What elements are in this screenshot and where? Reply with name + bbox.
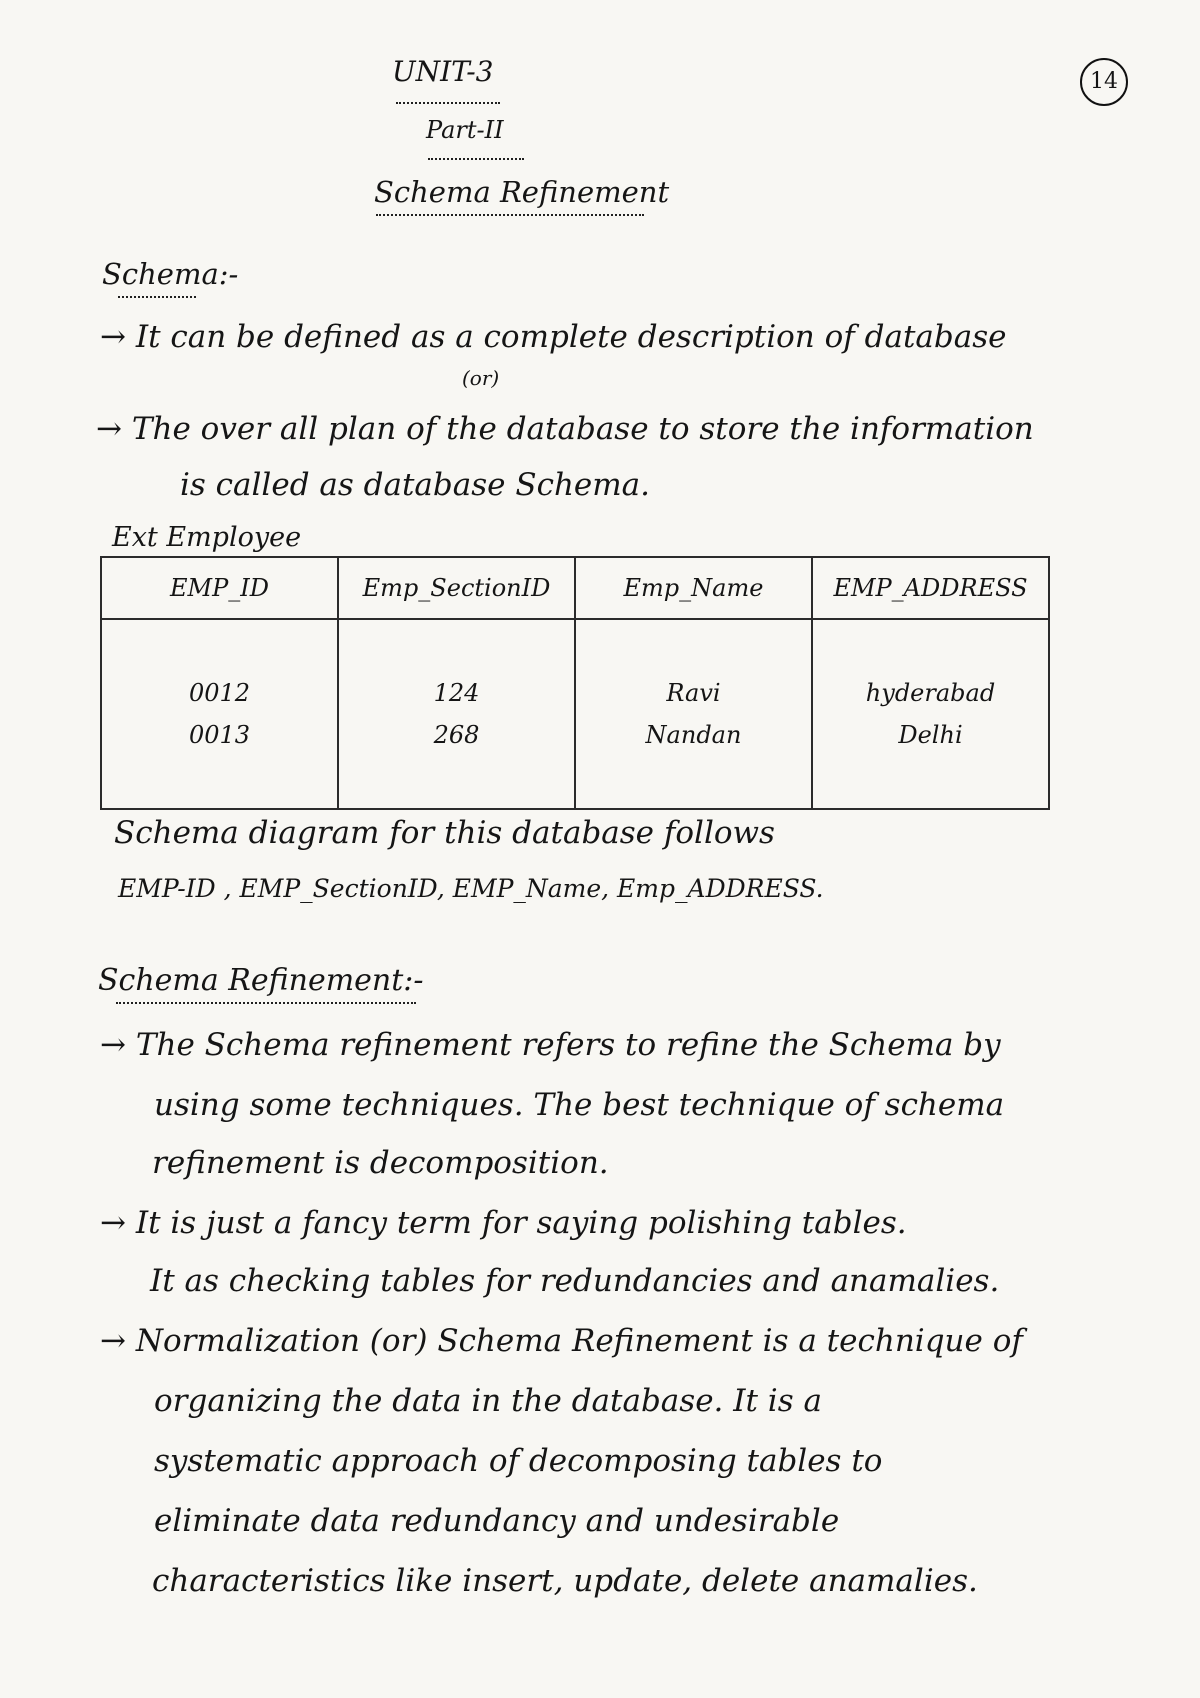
emp-name-cell: Ravi Nandan [575,619,812,809]
page-number: 14 [1080,58,1128,106]
emp-id-cell: 0012 0013 [101,619,338,809]
refinement-line-8: systematic approach of decomposing tables to [154,1443,883,1479]
table-row [101,619,1049,809]
schema-heading: Schema:- [102,257,239,291]
refinement-line-5: It as checking tables for redundancies and anamalies. [150,1263,1000,1299]
emp-address-cell: hyderabad Delhi [812,619,1049,809]
or-separator: (or) [462,366,500,390]
schema-definition-line-2: → The over all plan of the database to store the information [96,411,1034,447]
column-header-emp-id: EMP_ID [101,557,338,619]
page-title: Schema Refinement [374,175,670,209]
refinement-heading: Schema Refinement:- [98,963,424,998]
refinement-heading-underline [116,992,416,1004]
refinement-line-4: → It is just a fancy term for saying polishing tables. [100,1205,907,1241]
refinement-line-10: characteristics like insert, update, delete anamalies. [152,1563,978,1599]
refinement-line-6: → Normalization (or) Schema Refinement is a technique of [100,1323,1023,1359]
title-underline [376,204,644,216]
part-heading: Part-II [426,116,504,144]
refinement-line-2: using some techniques. The best technique of schema [154,1087,1005,1123]
schema-heading-underline [118,286,196,298]
unit-underline [396,92,500,104]
column-header-emp-section-id: Emp_SectionID [338,557,575,619]
part-underline [428,148,524,160]
refinement-line-1: → The Schema refinement refers to refine the Schema by [100,1027,1001,1063]
column-header-emp-name: Emp_Name [575,557,812,619]
refinement-line-9: eliminate data redundancy and undesirable [154,1503,840,1539]
refinement-line-3: refinement is decomposition. [152,1145,609,1181]
refinement-line-7: organizing the data in the database. It is a [154,1383,822,1419]
schema-diagram-line-2: EMP-ID , EMP_SectionID, EMP_Name, Emp_ADDRESS. [118,874,824,903]
employee-table [100,556,1050,810]
schema-diagram-line-1: Schema diagram for this database follows [114,815,775,851]
unit-heading: UNIT-3 [392,55,494,88]
employee-table-grid [100,556,1050,810]
table-caption: Ext Employee [112,522,302,553]
employee-table-header-row [101,557,1049,619]
schema-definition-line-1: → It can be defined as a complete description of database [100,319,1007,355]
emp-section-id-cell: 124 268 [338,619,575,809]
column-header-emp-address: EMP_ADDRESS [812,557,1049,619]
schema-definition-line-3: is called as database Schema. [180,467,650,503]
